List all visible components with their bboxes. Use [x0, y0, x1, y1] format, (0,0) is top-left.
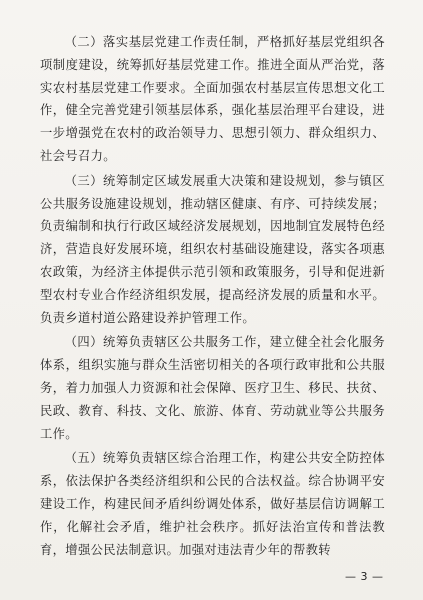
paragraph-3: （三）统筹制定区域发展重大决策和建设规划，参与镇区公共服务设施建设规划，推动辖区健康、有序、可持续发展；负责编制和执行行政区域经济发展规划，因地制宜发展特色经济，营造良好发展环境，组织农村基础设施建设，落实各项惠农政策，为经济主体提供示范引领和政策服务，引导和促进新型农村专业合作经济组织发展，提高经济发展的质量和水平。负责乡道村道公路建设养护管理工作。	[40, 173, 385, 325]
paragraph-5: （五）统筹负责辖区综合治理工作，构建公共安全防控体系，依法保护各类经济组织和公民的合法权益。综合协调平安建设工作，构建民间矛盾纠纷调处体系，做好基层信访调解工作，化解社会矛盾，维护社会秩序。抓好法治宣传和普法教育，增强公民法制意识。加强对违法青少年的帮教转	[40, 451, 385, 557]
paragraph-2: （二）落实基层党建工作责任制，严格抓好基层党组织各项制度建设，统筹抓好基层党建工作。推进全面从严治党，落实农村基层党建工作要求。全面加强农村基层宣传思想文化工作，健全完善党建引领基层体系，强化基层治理平台建设，进一步增强党在农村的政治领导力、思想引领力、群众组织力、社会号召力。	[40, 35, 385, 163]
page-number: — 3 —	[345, 570, 384, 583]
paragraph-4: （四）统筹负责辖区公共服务工作，建立健全社会化服务体系，组织实施与群众生活密切相关的各项行政审批和公共服务，着力加强人力资源和社会保障、医疗卫生、移民、扶贫、民政、教育、科技、文化、旅游、体育、劳动就业等公共服务工作。	[40, 335, 385, 441]
document-body	[40, 31, 385, 563]
